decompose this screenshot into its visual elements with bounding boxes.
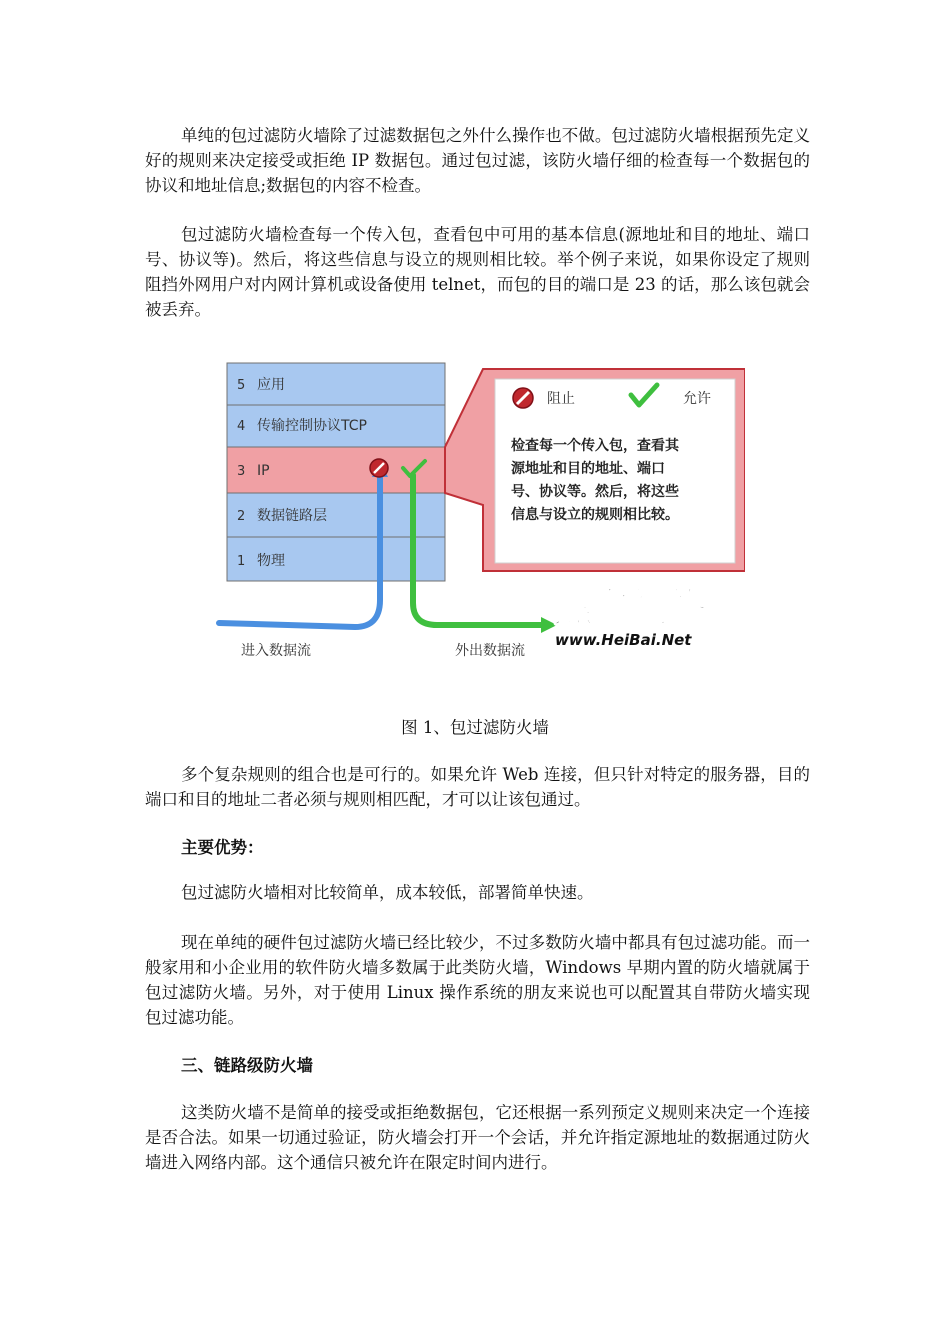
layer-4-label: 传输控制协议TCP [257, 418, 367, 434]
callout-line-2: 源地址和目的地址、端口 [511, 461, 665, 477]
callout-line-1: 检查每一个传入包，查看其 [511, 438, 679, 454]
paragraph-rule-combo: 多个复杂规则的组合也是可行的。如果允许 Web 连接，但只针对特定的服务器，目的端口和目的地址二者必须与规则相匹配，才可以让该包通过。 [145, 765, 810, 809]
callout-line-3: 号、协议等。然后，将这些 [511, 484, 679, 500]
paragraph-intro: 单纯的包过滤防火墙除了过滤数据包之外什么操作也不做。包过滤防火墙根据预先定义好的规则来决定接受或拒绝 IP 数据包。通过包过滤，该防火墙仔细的检查每一个数据包的协议和地址信息;数据包的内容不检查。 [145, 126, 810, 195]
block-icon [513, 388, 533, 408]
heading-advantages: 主要优势： [181, 838, 264, 857]
paragraph-usage: 现在单纯的硬件包过滤防火墙已经比较少，不过多数防火墙中都具有包过滤功能。而一般家用和小企业用的软件防火墙多数属于此类防火墙，Windows 早期内置的防火墙就属于包过滤防火墙。另外，对于使用 Linux 操作系统的朋友来说也可以配置其自带防火墙实现包过滤功能。 [145, 933, 810, 1027]
figure-caption: 图 1、包过滤防火墙 [401, 718, 549, 737]
callout [445, 369, 745, 571]
paragraph-advantages: 包过滤防火墙相对比较简单，成本较低，部署简单快速。 [181, 883, 594, 902]
paragraph-inspection: 包过滤防火墙检查每一个传入包，查看包中可用的基本信息(源地址和目的地址、端口号、协议等)。然后，将这些信息与设立的规则相比较。举个例子来说，如果你设定了规则阻挡外网用户对内网计算机或设备使用 telnet，而包的目的端口是 23 的话，那么该包就会被丢弃。 [145, 225, 810, 319]
watermark-logo: 黑白網絡 [553, 585, 705, 631]
legend-block-label: 阻止 [547, 391, 575, 407]
layer-5-label: 应用 [257, 377, 285, 393]
layer-1-label: 物理 [257, 553, 285, 569]
layer-1-num: 1 [237, 554, 246, 569]
inbound-label: 进入数据流 [241, 643, 311, 659]
outbound-label: 外出数据流 [455, 643, 525, 659]
callout-line-4: 信息与设立的规则相比较。 [511, 507, 679, 523]
legend-allow-label: 允许 [683, 391, 711, 407]
paragraph-circuit-level: 这类防火墙不是简单的接受或拒绝数据包，它还根据一系列预定义规则来决定一个连接是否合法。如果一切通过验证，防火墙会打开一个会话，并允许指定源地址的数据通过防火墙进入网络内部。这个通信只被允许在限定时间内进行。 [145, 1103, 810, 1172]
packet-filter-diagram [205, 355, 745, 667]
layer-2-label: 数据链路层 [257, 508, 327, 524]
layer-3-num: 3 [237, 464, 246, 479]
layer-2-num: 2 [237, 509, 246, 524]
layer-4-num: 4 [237, 419, 246, 434]
ip-block-icon [370, 459, 388, 477]
layer-5-num: 5 [237, 378, 246, 393]
layer-3-label: IP [257, 463, 270, 479]
watermark-url: www.HeiBai.Net [555, 631, 692, 649]
heading-section-3: 三、链路级防火墙 [181, 1056, 313, 1075]
